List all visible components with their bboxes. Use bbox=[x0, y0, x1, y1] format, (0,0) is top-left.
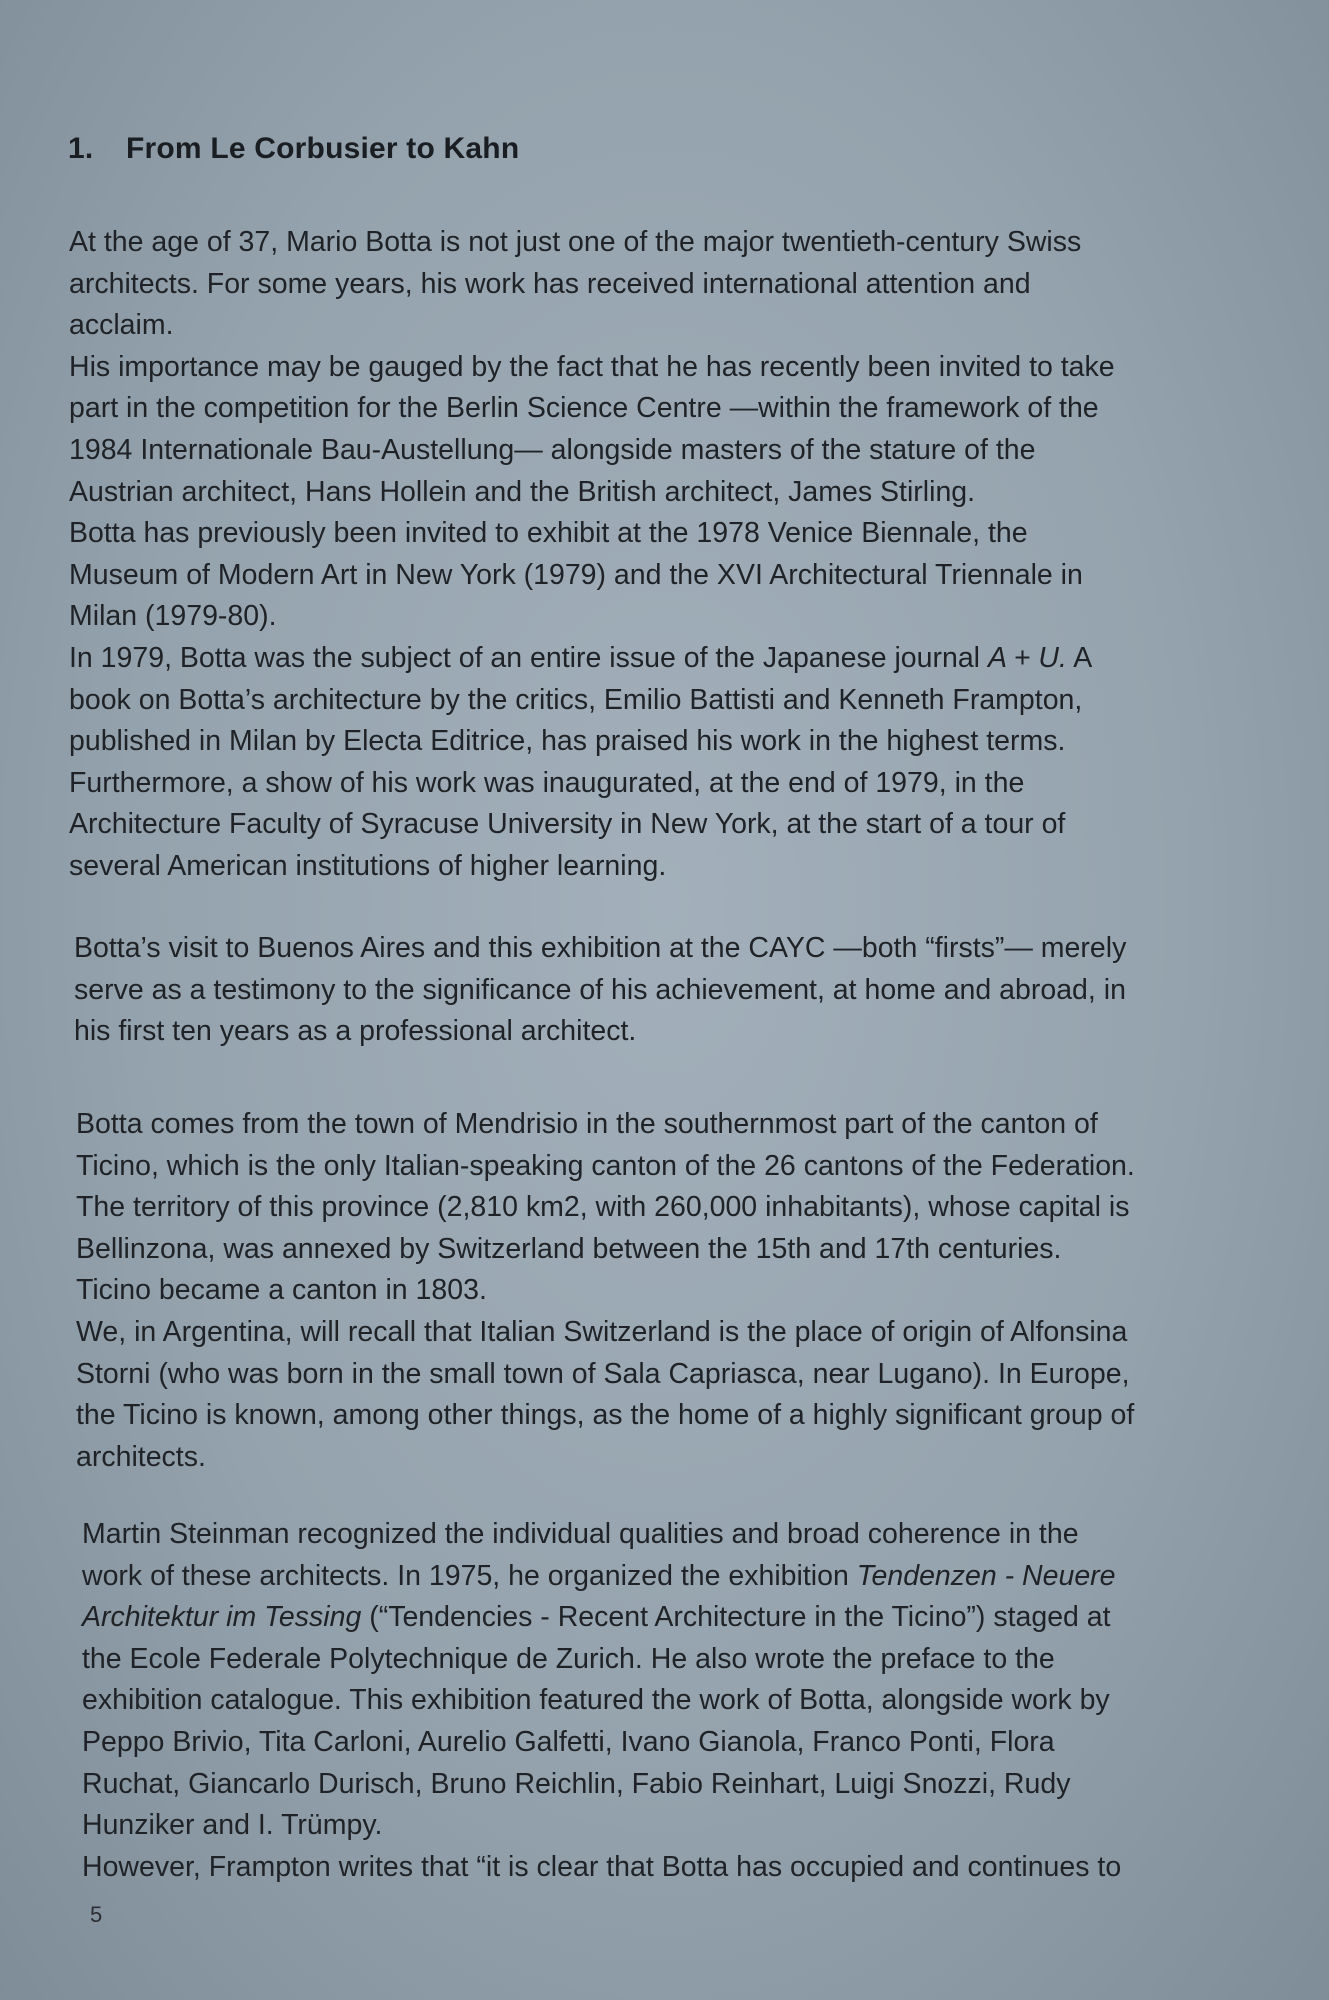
text-line: Ticino became a canton in 1803. bbox=[76, 1274, 487, 1307]
text-line: The territory of this province (2,810 km2, with 260,000 inhabitants), whose capital is bbox=[76, 1191, 1130, 1224]
page-number: 5 bbox=[90, 1902, 103, 1927]
text-line: Peppo Brivio, Tita Carloni, Aurelio Galfetti, Ivano Gianola, Franco Ponti, Flora bbox=[82, 1725, 1055, 1758]
text-line: His importance may be gauged by the fact that he has recently been invited to take bbox=[69, 350, 1115, 383]
text-line: At the age of 37, Mario Botta is not just one of the major twentieth-century Swiss bbox=[69, 226, 1082, 258]
text-line: 1984 Internationale Bau-Austellung— alongside masters of the stature of the bbox=[69, 433, 1036, 466]
text-line: Hunziker and I. Trümpy. bbox=[82, 1809, 383, 1842]
text-line-with-exhibition-title bbox=[82, 1556, 1121, 1598]
text-line: Ticino, which is the only Italian-speaking canton of the 26 cantons of the Federation. bbox=[76, 1149, 1135, 1182]
text-line: several American institutions of higher learning. bbox=[69, 849, 667, 882]
text-line-with-journal bbox=[69, 638, 1115, 680]
exhibition-title-part2: Architektur im Tessing bbox=[82, 1601, 362, 1634]
text-line: Austrian architect, Hans Hollein and the British architect, James Stirling. bbox=[69, 475, 976, 508]
text-line: Botta has previously been invited to exhibit at the 1978 Venice Biennale, the bbox=[69, 517, 1028, 550]
chapter-number: 1. bbox=[68, 132, 94, 165]
text-line: Botta comes from the town of Mendrisio in the southernmost part of the canton of bbox=[76, 1108, 1098, 1140]
text-line: Storni (who was born in the small town of Sala Capriasca, near Lugano). In Europe, bbox=[76, 1357, 1130, 1390]
paragraph-1 bbox=[69, 222, 1115, 888]
text-line: Architecture Faculty of Syracuse University in New York, at the start of a tour of bbox=[69, 808, 1066, 841]
text-line: book on Botta’s architecture by the critics, Emilio Battisti and Kenneth Frampton, bbox=[69, 683, 1083, 716]
text-line: serve as a testimony to the significance of his achievement, at home and abroad, in bbox=[74, 973, 1126, 1006]
exhibition-title-part1: Tendenzen - Neuere bbox=[856, 1559, 1116, 1592]
text-line: his first ten years as a professional architect. bbox=[74, 1015, 637, 1048]
journal-name: A + U. bbox=[987, 641, 1067, 674]
paragraph-3 bbox=[76, 1104, 1135, 1478]
text-line: the Ecole Federale Polytechnique de Zurich. He also wrote the preface to the bbox=[82, 1642, 1055, 1675]
text-line: Ruchat, Giancarlo Durisch, Bruno Reichlin, Fabio Reinhart, Luigi Snozzi, Rudy bbox=[82, 1767, 1071, 1800]
text-line: Martin Steinman recognized the individual qualities and broad coherence in the bbox=[82, 1518, 1079, 1550]
text-segment: In 1979, Botta was the subject of an entire issue of the Japanese journal bbox=[69, 641, 988, 674]
text-line: the Ticino is known, among other things, as the home of a highly significant group of bbox=[76, 1399, 1135, 1432]
chapter-heading bbox=[68, 132, 519, 166]
text-line: acclaim. bbox=[69, 309, 174, 342]
text-line: architects. For some years, his work has received international attention and bbox=[69, 267, 1031, 300]
text-line: Milan (1979-80). bbox=[69, 600, 277, 633]
text-line: architects. bbox=[76, 1440, 206, 1473]
text-segment: A bbox=[1066, 641, 1093, 674]
text-line: Furthermore, a show of his work was inaugurated, at the end of 1979, in the bbox=[69, 766, 1025, 799]
text-line: part in the competition for the Berlin Science Centre —within the framework of the bbox=[69, 392, 1099, 425]
text-line: Museum of Modern Art in New York (1979) and the XVI Architectural Triennale in bbox=[69, 558, 1083, 591]
text-line: exhibition catalogue. This exhibition featured the work of Botta, alongside work by bbox=[82, 1684, 1110, 1717]
text-line: We, in Argentina, will recall that Italian Switzerland is the place of origin of Alfonsina bbox=[76, 1315, 1128, 1348]
chapter-title: From Le Corbusier to Kahn bbox=[126, 132, 520, 165]
text-line: However, Frampton writes that “it is clear that Botta has occupied and continues to bbox=[82, 1850, 1122, 1883]
text-line-with-exhibition-title bbox=[82, 1597, 1121, 1639]
text-line: Botta’s visit to Buenos Aires and this exhibition at the CAYC —both “firsts”— merely bbox=[74, 932, 1127, 964]
paragraph-4 bbox=[82, 1514, 1121, 1888]
paragraph-2 bbox=[74, 928, 1126, 1053]
text-segment: work of these architects. In 1975, he organized the exhibition bbox=[82, 1559, 857, 1592]
text-line: published in Milan by Electa Editrice, has praised his work in the highest terms. bbox=[69, 725, 1066, 758]
text-line: Bellinzona, was annexed by Switzerland between the 15th and 17th centuries. bbox=[76, 1232, 1062, 1265]
text-segment: (“Tendencies - Recent Architecture in the Ticino”) staged at bbox=[361, 1601, 1111, 1634]
